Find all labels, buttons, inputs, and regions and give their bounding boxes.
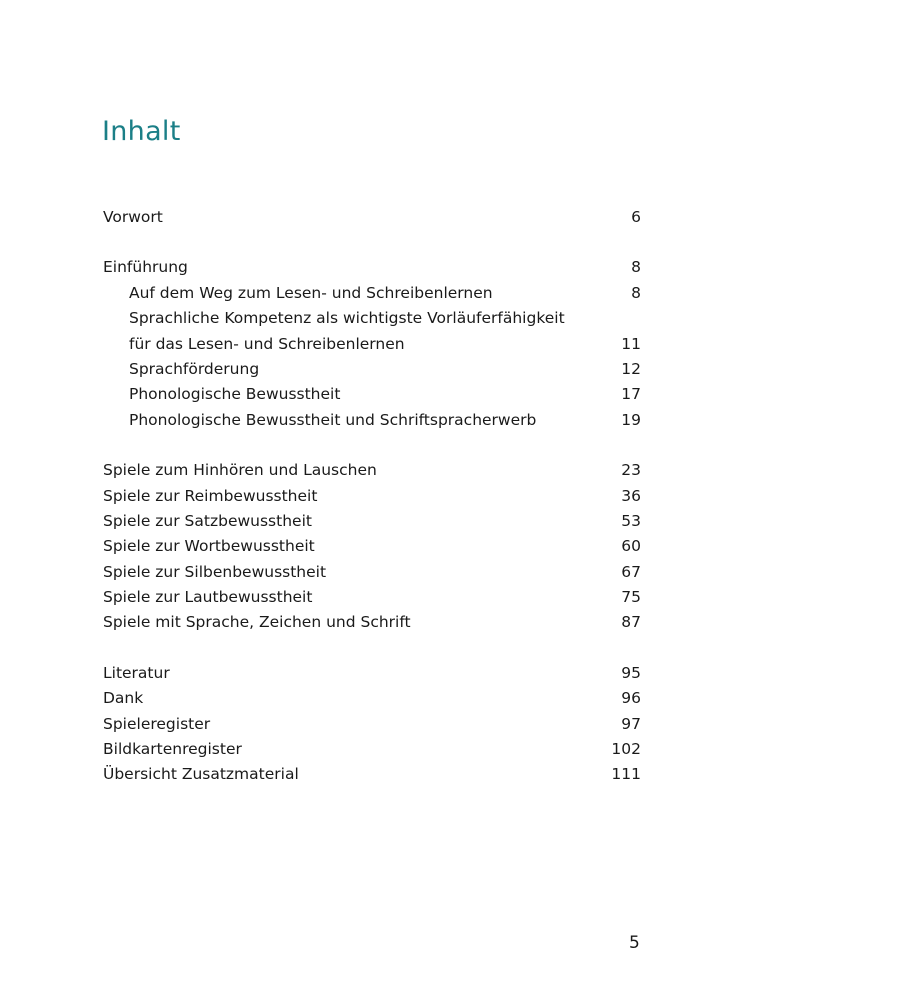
toc-entry-line: Sprachliche Kompetenz als wichtigste Vorläuferfähigkeit bbox=[129, 309, 565, 328]
toc-entry[interactable] bbox=[103, 610, 641, 635]
toc-entry[interactable] bbox=[103, 686, 641, 711]
toc-entry-page: 8 bbox=[631, 258, 641, 277]
toc-entry[interactable] bbox=[103, 458, 641, 483]
toc-entry-title: Übersicht Zusatzmaterial bbox=[103, 765, 299, 784]
toc-entry[interactable] bbox=[103, 585, 641, 610]
toc-entry-title: Spiele zur Lautbewusstheit bbox=[103, 588, 313, 607]
page-number: 5 bbox=[629, 933, 640, 953]
toc-entry-page: 53 bbox=[621, 511, 641, 530]
toc-entry[interactable] bbox=[103, 560, 641, 585]
toc-entry-title: Dank bbox=[103, 689, 144, 708]
toc-entry-page: 96 bbox=[621, 689, 641, 708]
toc-entry[interactable] bbox=[103, 712, 641, 737]
toc-entry-page: 36 bbox=[621, 486, 641, 505]
toc-section bbox=[103, 205, 641, 230]
page-title: Inhalt bbox=[102, 116, 181, 147]
toc-entry[interactable] bbox=[103, 255, 641, 280]
toc-entry-title: Spiele zum Hinhören und Lauschen bbox=[103, 461, 377, 480]
toc-entry-page: 111 bbox=[611, 765, 641, 784]
toc-section bbox=[103, 661, 641, 788]
toc-entry-page: 87 bbox=[621, 613, 641, 632]
toc-entry[interactable] bbox=[103, 762, 641, 787]
toc-entry-page: 12 bbox=[621, 359, 641, 378]
toc-entry-title: Phonologische Bewusstheit und Schriftspracherwerb bbox=[129, 410, 537, 429]
toc-entry-page: 11 bbox=[621, 334, 641, 353]
toc-section bbox=[103, 458, 641, 636]
toc-entry[interactable] bbox=[103, 382, 641, 407]
toc-entry-page: 60 bbox=[621, 537, 641, 556]
toc-entry-title: Spiele mit Sprache, Zeichen und Schrift bbox=[103, 613, 411, 632]
toc-entry-page: 95 bbox=[621, 663, 641, 682]
toc-entry-page: 17 bbox=[621, 385, 641, 404]
toc-entry-title: Einführung bbox=[103, 258, 188, 277]
toc-entry[interactable] bbox=[103, 357, 641, 382]
toc-entry[interactable] bbox=[103, 205, 641, 230]
toc-entry[interactable] bbox=[103, 332, 641, 357]
toc-entry-title: Spiele zur Silbenbewusstheit bbox=[103, 562, 327, 581]
toc-entry-page: 102 bbox=[611, 740, 641, 759]
toc-entry-page: 97 bbox=[621, 714, 641, 733]
toc-entry-title: Phonologische Bewusstheit bbox=[129, 385, 341, 404]
toc-entry[interactable] bbox=[103, 408, 641, 433]
toc-entry[interactable] bbox=[103, 661, 641, 686]
toc-entry-title: Spieleregister bbox=[103, 714, 211, 733]
toc-entry-title: Spiele zur Reimbewusstheit bbox=[103, 486, 318, 505]
toc-entry-title: Spiele zur Satzbewusstheit bbox=[103, 511, 312, 530]
toc-section bbox=[103, 255, 641, 433]
toc-entry[interactable] bbox=[103, 534, 641, 559]
toc-entry-page: 23 bbox=[621, 461, 641, 480]
toc-entry[interactable] bbox=[103, 737, 641, 762]
toc-entry-page: 75 bbox=[621, 588, 641, 607]
toc-entry-title: Sprachförderung bbox=[129, 359, 260, 378]
toc-entry-title: für das Lesen- und Schreibenlernen bbox=[129, 334, 405, 353]
toc-entry-page: 19 bbox=[621, 410, 641, 429]
toc-entry-title: Bildkartenregister bbox=[103, 740, 242, 759]
toc-entry-title: Vorwort bbox=[103, 208, 163, 226]
toc-entry-page: 67 bbox=[621, 562, 641, 581]
toc-entry-title: Auf dem Weg zum Lesen- und Schreibenlernen bbox=[129, 283, 493, 302]
toc-entry-page: 6 bbox=[631, 208, 641, 226]
toc-entry-title: Spiele zur Wortbewusstheit bbox=[103, 537, 315, 556]
table-of-contents bbox=[103, 205, 641, 813]
toc-entry[interactable] bbox=[103, 509, 641, 534]
toc-entry[interactable] bbox=[103, 484, 641, 509]
toc-entry-title: Literatur bbox=[103, 663, 170, 682]
toc-entry[interactable] bbox=[103, 281, 641, 306]
toc-entry-page: 8 bbox=[631, 283, 641, 302]
